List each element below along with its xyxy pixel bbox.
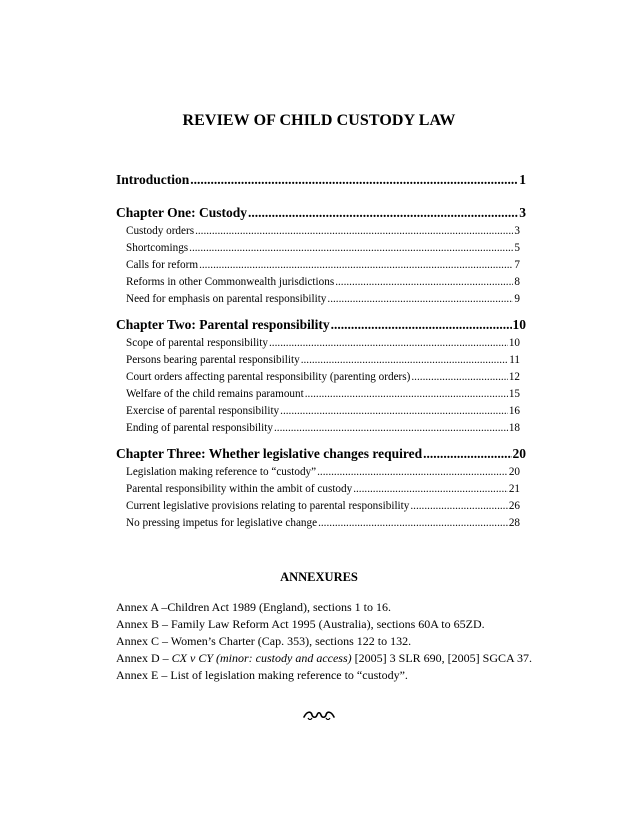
annex-citation: [2005] 3 SLR 690, [2005] SGCA 37. <box>351 651 532 665</box>
toc-section-label: Current legislative provisions relating to parental responsibility <box>126 500 410 512</box>
annexures-heading: ANNEXURES <box>280 570 358 584</box>
toc-section-page: 16 <box>508 405 520 417</box>
toc-section-page: 5 <box>514 242 520 254</box>
annex-item <box>116 651 636 668</box>
annex-text: Annex A –Children Act 1989 (England), sections 1 to 16. <box>116 600 391 614</box>
toc-section-page: 7 <box>514 259 520 271</box>
toc-section-label: Exercise of parental responsibility <box>126 405 280 417</box>
dot-leader <box>327 293 513 305</box>
toc-chapter-two[interactable] <box>116 317 526 337</box>
dot-leader <box>301 354 509 366</box>
toc-section-page: 20 <box>508 466 520 478</box>
dot-leader <box>199 259 513 271</box>
toc-section[interactable] <box>116 388 526 405</box>
annexures-list <box>116 600 636 685</box>
toc-section-page: 12 <box>508 371 520 383</box>
toc-section[interactable] <box>116 337 526 354</box>
toc-entry-label: Introduction <box>116 172 190 187</box>
dot-leader <box>411 371 507 383</box>
dot-leader <box>274 422 508 434</box>
annex-text: Annex D – <box>116 651 172 665</box>
annex-item <box>116 668 636 685</box>
dot-leader <box>195 225 513 237</box>
toc-section-label: Need for emphasis on parental responsibility <box>126 293 327 305</box>
dot-leader <box>353 483 508 495</box>
toc-section[interactable] <box>116 483 526 500</box>
toc-section-label: Scope of parental responsibility <box>126 337 268 349</box>
toc-section-page: 18 <box>508 422 520 434</box>
toc-section-label: Reforms in other Commonwealth jurisdictions <box>126 276 335 288</box>
toc-section-label: Persons bearing parental responsibility <box>126 354 300 366</box>
toc-section-label: Parental responsibility within the ambit of custody <box>126 483 353 495</box>
toc-chapter-label: Chapter One: Custody <box>116 205 248 220</box>
toc-chapter-one[interactable] <box>116 205 526 225</box>
annex-item <box>116 617 636 634</box>
dot-leader <box>189 242 513 254</box>
toc-section-label: No pressing impetus for legislative change <box>126 517 318 529</box>
toc-section[interactable] <box>116 422 526 439</box>
toc-chapter-page: 20 <box>512 446 526 461</box>
toc-section[interactable] <box>116 242 526 259</box>
toc-section[interactable] <box>116 259 526 276</box>
toc-section-page: 8 <box>514 276 520 288</box>
toc-section[interactable] <box>116 466 526 483</box>
dot-leader <box>305 388 508 400</box>
toc-chapter-label: Chapter Three: Whether legislative changes required <box>116 446 423 461</box>
dot-leader <box>280 405 508 417</box>
toc-section-label: Welfare of the child remains paramount <box>126 388 304 400</box>
table-of-contents <box>116 172 526 534</box>
annex-item <box>116 634 636 651</box>
dot-leader <box>318 517 508 529</box>
toc-entry-page: 1 <box>519 172 526 187</box>
annex-text: Annex C – Women’s Charter (Cap. 353), sections 122 to 132. <box>116 634 412 648</box>
toc-section-label: Ending of parental responsibility <box>126 422 273 434</box>
decorative-scroll-ornament-icon <box>0 708 638 726</box>
dot-leader <box>335 276 513 288</box>
toc-section-page: 26 <box>508 500 520 512</box>
toc-section-label: Calls for reform <box>126 259 199 271</box>
annex-case-name: CX v CY (minor: custody and access) <box>171 651 352 665</box>
dot-leader <box>317 466 508 478</box>
toc-section-label: Shortcomings <box>126 242 189 254</box>
toc-section[interactable] <box>116 371 526 388</box>
toc-entry-introduction[interactable] <box>116 172 526 192</box>
dot-leader <box>410 500 507 512</box>
toc-section[interactable] <box>116 517 526 534</box>
toc-section-page: 15 <box>508 388 520 400</box>
toc-chapter-three[interactable] <box>116 446 526 466</box>
toc-chapter-page: 3 <box>519 205 526 220</box>
document-title: REVIEW OF CHILD CUSTODY LAW <box>182 112 456 129</box>
toc-section-page: 10 <box>508 337 520 349</box>
dot-leader <box>248 205 518 221</box>
toc-section[interactable] <box>116 500 526 517</box>
toc-section-page: 28 <box>508 517 520 529</box>
dot-leader <box>190 172 518 188</box>
toc-section-label: Custody orders <box>126 225 195 237</box>
toc-chapter-page: 10 <box>512 317 526 332</box>
toc-section[interactable] <box>116 225 526 242</box>
toc-section-label: Legislation making reference to “custody” <box>126 466 317 478</box>
toc-section[interactable] <box>116 405 526 422</box>
annex-text: Annex B – Family Law Reform Act 1995 (Australia), sections 60A to 65ZD. <box>116 617 485 631</box>
toc-section[interactable] <box>116 276 526 293</box>
toc-chapter-label: Chapter Two: Parental responsibility <box>116 317 330 332</box>
dot-leader <box>269 337 508 349</box>
annex-item <box>116 600 636 617</box>
toc-section-page: 9 <box>514 293 520 305</box>
toc-section-page: 11 <box>509 354 520 366</box>
annex-text: Annex E – List of legislation making reference to “custody”. <box>116 668 408 682</box>
dot-leader <box>423 446 511 462</box>
toc-section-page: 3 <box>514 225 520 237</box>
toc-section[interactable] <box>116 293 526 310</box>
dot-leader <box>331 317 512 333</box>
ornament-svg <box>302 709 336 721</box>
toc-section-label: Court orders affecting parental responsibility (parenting orders) <box>126 371 411 383</box>
toc-section[interactable] <box>116 354 526 371</box>
toc-section-page: 21 <box>508 483 520 495</box>
